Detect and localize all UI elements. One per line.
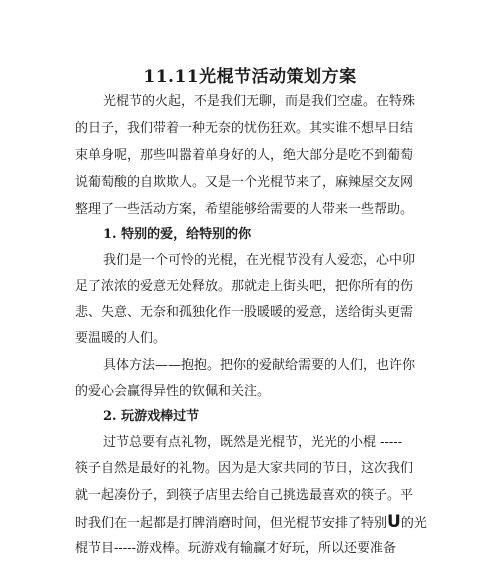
document-title: 11.11光棍节活动策划方案 — [143, 67, 357, 87]
section-1-line-2: 足了浓浓的爱意无处释放。那就走上街头吧，把你所有的伤 — [75, 279, 414, 294]
intro-line-4: 说葡萄酸的自欺欺人。又是一个光棍节来了，麻辣屋交友网 — [75, 175, 414, 190]
section-1-line-1: 我们是一个可怜的光棍，在光棍节没有人爱恋，心中卯 — [103, 253, 416, 268]
intro-line-5: 整理了一些活动方案，希望能够给需要的人带来一些帮助。 — [75, 202, 414, 217]
section-2-line-4-text: 时我们在一起都是打牌消磨时间，但光棍节安排了特别 — [75, 516, 388, 531]
large-u-glyph: U — [387, 512, 401, 532]
section-2-line-4 — [75, 512, 427, 533]
intro-line-3: 束单身呢，那些叫嚣着单身好的人，绝大部分是吃不到葡萄 — [75, 148, 414, 163]
section-2-line-5: 棍节目-----游戏棒。玩游戏有输赢才好玩，所以还要准备 — [75, 541, 396, 556]
section-2-line-1: 过节总要有点礼物，既然是光棍节，光光的小棍 ----- — [103, 435, 403, 450]
section-2-line-2: 筷子自然是最好的礼物。因为是大家共同的节日，这次我们 — [75, 461, 414, 476]
section-2-line-3: 就一起凑份子，到筷子店里去给自己挑选最喜欢的筷子。平 — [75, 488, 414, 503]
section-2-heading: 2. 玩游戏棒过节 — [103, 409, 200, 424]
section-1-method-line-2: 的爱心会赢得异性的钦佩和关注。 — [75, 384, 271, 399]
intro-line-2: 的日子，我们带着一种无奈的忧伤狂欢。其实谁不想早日结 — [75, 121, 414, 136]
section-1-line-3: 悲、失意、无奈和孤独化作一股暖暖的爱意，送给街头更需 — [75, 305, 414, 320]
section-1-heading: 1. 特别的爱，给特别的你 — [103, 227, 252, 242]
section-1-method-line-1: 具体方法——抱抱。把你的爱献给需要的人们，也许你 — [103, 358, 416, 373]
section-1-line-4: 要温暖的人们。 — [75, 331, 167, 346]
section-2-line-4-tail: 的光 — [400, 516, 427, 531]
intro-line-1: 光棍节的火起，不是我们无聊，而是我们空虚。在特殊 — [103, 94, 416, 109]
